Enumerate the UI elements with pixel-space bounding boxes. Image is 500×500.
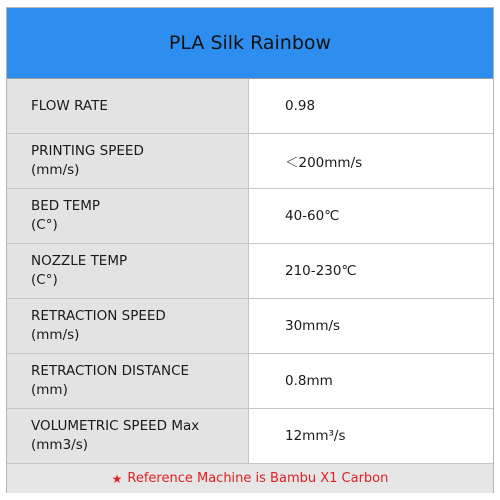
spec-unit: (mm/s) — [31, 327, 80, 343]
spec-value: 210-230℃ — [285, 263, 357, 279]
spec-label: RETRACTION SPEED — [31, 308, 166, 324]
spec-value: 30mm/s — [285, 318, 341, 334]
spec-unit: (mm3/s) — [31, 437, 89, 453]
spec-row-retraction-speed — [7, 299, 493, 354]
spec-label-cell — [7, 299, 249, 353]
spec-label: BED TEMP — [31, 198, 101, 214]
spec-label: PRINTING SPEED — [31, 143, 144, 159]
spec-value: 0.98 — [285, 98, 316, 114]
reference-footer — [7, 464, 493, 493]
spec-unit: (C°) — [31, 217, 58, 233]
spec-value: 0.8mm — [285, 373, 333, 389]
product-title: PLA Silk Rainbow — [168, 32, 332, 54]
spec-label-cell — [7, 79, 249, 133]
spec-label-cell — [7, 354, 249, 408]
reference-note: Reference Machine is Bambu X1 Carbon — [127, 471, 389, 486]
spec-row-printing-speed — [7, 134, 493, 189]
spec-value: 12mm³/s — [285, 428, 346, 444]
spec-value: 40-60℃ — [285, 208, 340, 224]
spec-value: ＜200mm/s — [285, 155, 363, 171]
spec-label-cell — [7, 244, 249, 298]
spec-row-nozzle-temp — [7, 244, 493, 299]
spec-unit: (C°) — [31, 272, 58, 288]
spec-card — [6, 7, 494, 493]
spec-label: RETRACTION DISTANCE — [31, 363, 190, 379]
spec-unit: (mm/s) — [31, 162, 80, 178]
spec-label: NOZZLE TEMP — [31, 253, 128, 269]
spec-row-volumetric-speed — [7, 409, 493, 464]
spec-row-retraction-distance — [7, 354, 493, 409]
spec-label: FLOW RATE — [31, 97, 108, 114]
spec-label-cell — [7, 409, 249, 463]
spec-unit: (mm) — [31, 382, 68, 398]
spec-label: VOLUMETRIC SPEED Max — [31, 418, 200, 434]
spec-row-bed-temp — [7, 189, 493, 244]
spec-label-cell — [7, 134, 249, 188]
spec-row-flow-rate — [7, 79, 493, 134]
spec-label-cell — [7, 189, 249, 243]
star-icon: ★ — [111, 471, 123, 486]
spec-header — [7, 8, 493, 79]
